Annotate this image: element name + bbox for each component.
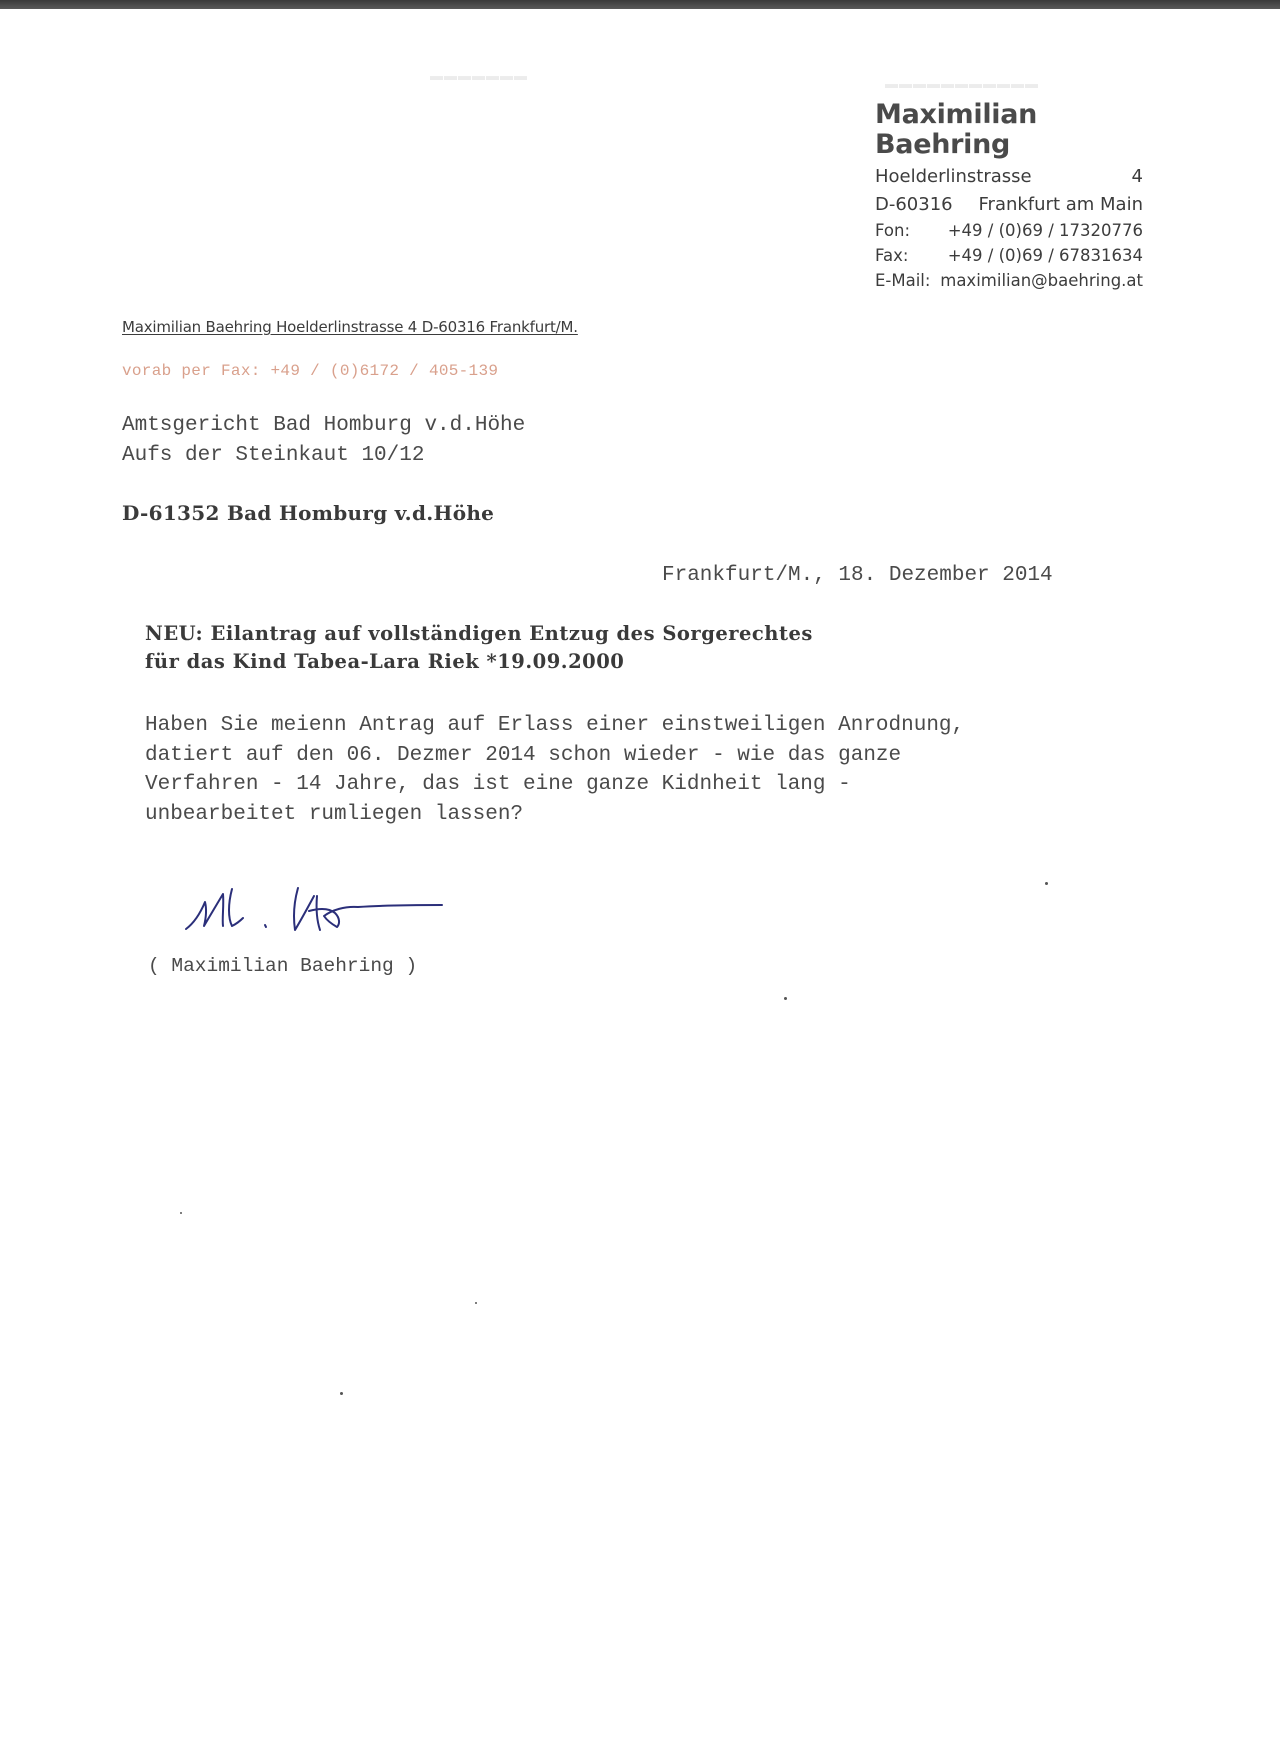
- letterhead-phone: +49 / (0)69 / 17320776: [947, 220, 1143, 240]
- letterhead: [875, 100, 1143, 290]
- body-line-2: datiert auf den 06. Dezmer 2014 schon wieder - wie das ganze: [145, 743, 902, 767]
- letterhead-phone-row: [875, 222, 1143, 240]
- body-text: [145, 711, 1105, 829]
- recipient-address: [122, 411, 525, 471]
- letterhead-fax-label: Fax:: [875, 246, 909, 266]
- recipient-line-1: Amtsgericht Bad Homburg v.d.Höhe: [122, 414, 526, 437]
- letterhead-name: Maximilian Baehring: [875, 99, 1038, 160]
- bleed-through-mark: ▬▬▬▬▬▬▬: [430, 68, 528, 83]
- letterhead-email-label: E-Mail:: [875, 271, 931, 291]
- letterhead-street: Hoelderlinstrasse: [875, 166, 1032, 188]
- letterhead-fax-row: [875, 247, 1143, 265]
- bleed-through-mark: ▬▬▬▬▬▬▬▬▬▬▬: [885, 76, 1039, 91]
- letterhead-postal-code: D-60316: [875, 194, 953, 216]
- body-line-3: Verfahren - 14 Jahre, das ist eine ganze Kidnheit lang -: [145, 773, 851, 796]
- handwritten-signature: [180, 880, 450, 950]
- letterhead-house-number: 4: [1131, 166, 1143, 188]
- letterhead-email: maximilian@baehring.at: [940, 271, 1143, 291]
- letterhead-city: Frankfurt am Main: [978, 194, 1143, 216]
- scan-speck: [1045, 882, 1048, 885]
- letterhead-street-row: [875, 167, 1143, 187]
- letterhead-phone-label: Fon:: [875, 220, 911, 240]
- fax-notice: vorab per Fax: +49 / (0)6172 / 405-139: [122, 362, 499, 380]
- closing-signature-name: ( Maximilian Baehring ): [148, 955, 418, 977]
- scan-speck: [340, 1392, 343, 1395]
- recipient-line-2: Aufs der Steinkaut 10/12: [122, 444, 425, 467]
- body-line-4: unbearbeitet rumliegen lassen?: [145, 802, 524, 826]
- body-line-1: Haben Sie meienn Antrag auf Erlass einer einstweiligen Anrodnung,: [145, 714, 965, 737]
- date-line: Frankfurt/M., 18. Dezember 2014: [662, 564, 1053, 587]
- scan-speck: [475, 1302, 477, 1304]
- recipient-city-line: D-61352 Bad Homburg v.d.Höhe: [122, 501, 495, 525]
- scan-speck: [180, 1212, 182, 1214]
- top-edge-rule: [0, 0, 1280, 9]
- scan-speck: [784, 997, 787, 1000]
- letterhead-email-row: [875, 272, 1143, 290]
- letterhead-city-row: [875, 195, 1143, 215]
- sender-return-address: Maximilian Baehring Hoelderlinstrasse 4 D-60316 Frankfurt/M.: [122, 318, 578, 336]
- letterhead-fax: +49 / (0)69 / 67831634: [947, 246, 1143, 266]
- subject-line-1: NEU: Eilantrag auf vollständigen Entzug des Sorgerechtes: [145, 622, 813, 645]
- subject: [145, 620, 813, 676]
- subject-line-2: für das Kind Tabea-Lara Riek *19.09.2000: [145, 650, 625, 673]
